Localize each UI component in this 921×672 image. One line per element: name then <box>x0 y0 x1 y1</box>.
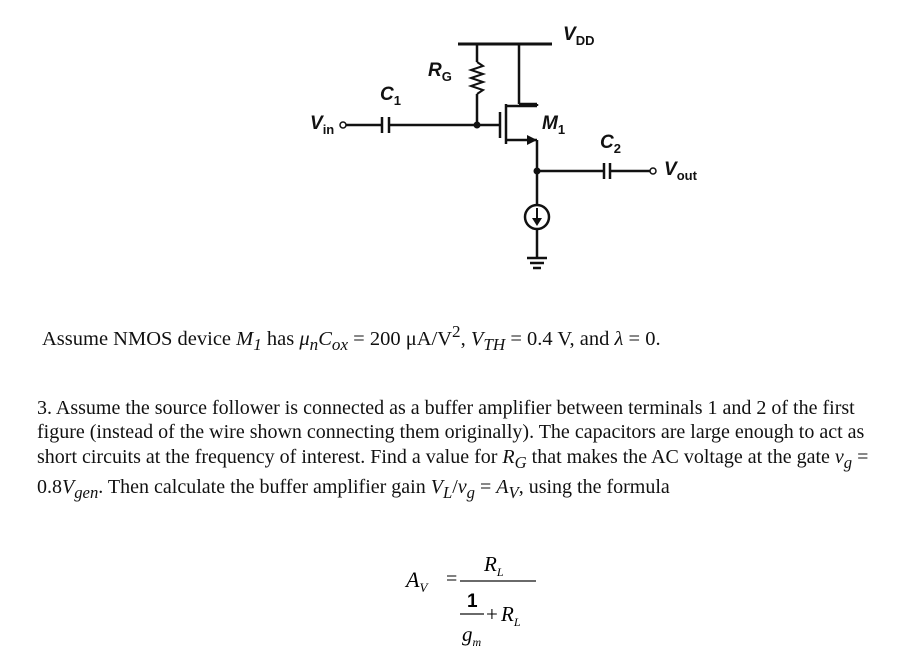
current-arrow-head <box>532 218 542 226</box>
c1-label: $C_1$ <box>380 84 401 108</box>
circuit-schematic <box>0 0 921 300</box>
gain-formula <box>380 545 580 665</box>
problem-text: 3. Assume the source follower is connected as a buffer amplifier between terminals 1 and 2 of the first figure (instead of the wire shown connecting them originally). The capacitors are large enough to act as short circuits at the frequency of interest. Find a value for $R_G$ that makes the AC voltage at the gate $v_g = 0.8V_{gen}$. Then calculate the buffer amplifier gain $V_L/v_g = A_V$, using the formula <box>37 397 869 503</box>
formula-lhs: $A_V$ <box>406 567 428 595</box>
c2-label: $C_2$ <box>600 132 621 156</box>
rg-resistor <box>471 62 483 94</box>
formula-equals: = <box>446 568 458 590</box>
gate-node <box>474 122 481 129</box>
source-node <box>534 168 541 175</box>
formula-plus: + <box>486 602 498 626</box>
formula-numerator: $R_L$ <box>484 552 504 579</box>
vdd-label: $V_{DD}$ <box>563 24 595 48</box>
vout-label: $V_{out}$ <box>664 159 697 183</box>
assumption-text: Assume NMOS device $M_1$ has $\mu_nC_{ox} = 200$ $\mu A/V^2$, $V_{TH} = 0.4$ V, and λ = 0. <box>42 322 661 354</box>
formula-gm: $g_m$ <box>462 622 482 649</box>
source-arrow <box>527 135 537 145</box>
rg-label: $R_G$ <box>428 60 452 84</box>
formula-rl: $R_L$ <box>501 602 521 629</box>
m1-label: $M_1$ <box>542 113 566 137</box>
formula-one: 1 <box>467 591 478 612</box>
vout-terminal <box>650 168 656 174</box>
vin-terminal <box>340 122 346 128</box>
vin-label: $V_{in}$ <box>310 113 335 137</box>
